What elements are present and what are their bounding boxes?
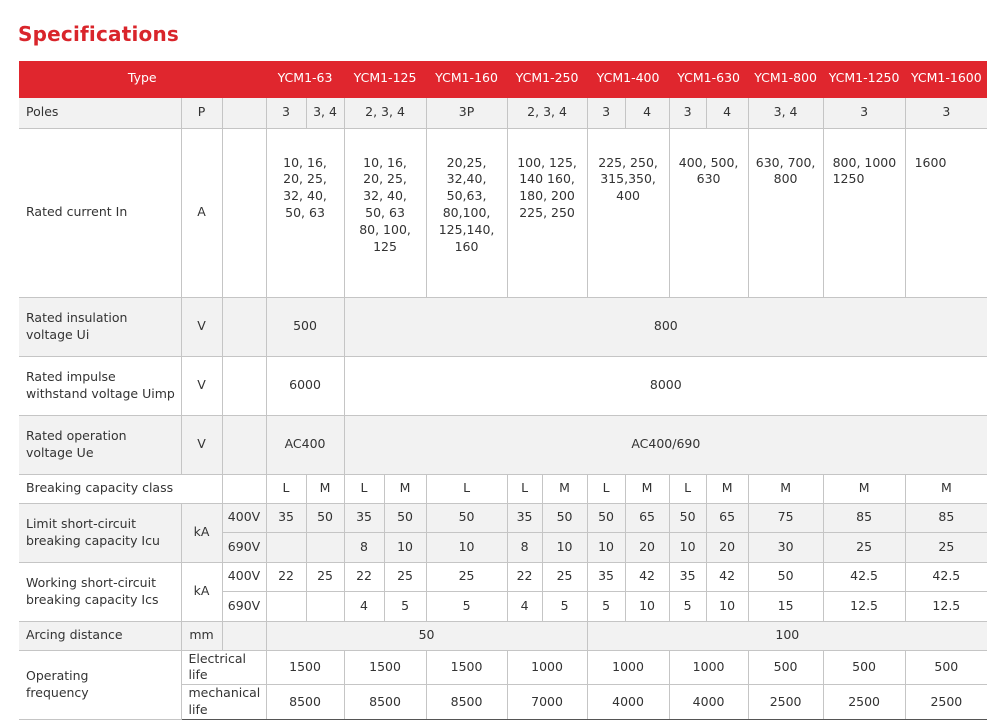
value-cell: 800, 1000 1250 [823,128,905,297]
value-cell: 20,25, 32,40, 50,63, 80,100, 125,140, 160 [426,128,507,297]
value-cell: 3P [426,97,507,128]
value-cell: 25 [306,562,344,591]
value-cell: L [266,474,306,503]
value-cell: 1500 [426,650,507,685]
voltage-cell: 690V [222,532,266,562]
sublabel-cell: Electrical life [181,650,266,685]
value-cell: 225, 250, 315,350, 400 [587,128,669,297]
value-cell: 2500 [823,685,905,720]
value-cell: 4 [706,97,748,128]
unit-cell: P [181,97,222,128]
value-cell: 1000 [507,650,587,685]
value-cell: L [587,474,625,503]
value-cell: 630, 700, 800 [748,128,823,297]
value-cell: 1000 [587,650,669,685]
value-cell: 22 [344,562,384,591]
value-cell: 3 [669,97,706,128]
value-cell: 1000 [669,650,748,685]
value-cell: 50 [306,503,344,532]
value-cell: 20 [625,532,669,562]
value-cell: M [823,474,905,503]
value-cell: 8 [507,532,542,562]
value-cell: 12.5 [905,591,987,621]
value-cell: 15 [748,591,823,621]
value-cell: 22 [266,562,306,591]
value-cell: 22 [507,562,542,591]
value-cell: 85 [823,503,905,532]
ics-400v-row [19,562,987,591]
voltage-cell: 400V [222,503,266,532]
value-cell: 5 [587,591,625,621]
value-cell: 25 [384,562,426,591]
spacer-cell [222,356,266,415]
electrical-life-row [19,650,987,685]
unit-cell: A [181,128,222,297]
value-cell: 2, 3, 4 [344,97,426,128]
value-cell: M [748,474,823,503]
value-cell: 85 [905,503,987,532]
value-cell: M [905,474,987,503]
value-cell: 100 [587,621,987,650]
impulse-voltage-row [19,356,987,415]
value-cell: 3 [823,97,905,128]
unit-cell: mm [181,621,222,650]
model-header: YCM1-160 [426,61,507,97]
value-cell: 25 [426,562,507,591]
row-label: Breaking capacity class [19,474,222,503]
value-cell: 10 [669,532,706,562]
value-cell: 25 [905,532,987,562]
header-row [19,61,987,97]
value-cell [266,591,306,621]
value-cell: 5 [426,591,507,621]
value-cell: 12.5 [823,591,905,621]
value-cell: 8500 [266,685,344,720]
value-cell: 500 [266,297,344,356]
arcing-row [19,621,987,650]
value-cell: 7000 [507,685,587,720]
model-header: YCM1-800 [748,61,823,97]
value-cell: 8500 [426,685,507,720]
model-header: YCM1-125 [344,61,426,97]
row-label: Operating frequency [19,650,181,720]
value-cell: 35 [344,503,384,532]
value-cell: 3 [905,97,987,128]
value-cell: 8500 [344,685,426,720]
value-cell: 1600 [905,128,987,297]
value-cell [306,532,344,562]
value-cell: 5 [542,591,587,621]
value-cell: 42 [706,562,748,591]
value-cell: 42.5 [823,562,905,591]
value-cell: 1500 [266,650,344,685]
value-cell: 35 [266,503,306,532]
model-header: YCM1-630 [669,61,748,97]
sublabel-cell: mechanical life [181,685,266,720]
value-cell: 8000 [344,356,987,415]
unit-cell: V [181,356,222,415]
icu-400v-row [19,503,987,532]
value-cell: 50 [384,503,426,532]
breaking-class-row [19,474,987,503]
row-label: Arcing distance [19,621,181,650]
value-cell [306,591,344,621]
row-label: Poles [19,97,181,128]
value-cell: 42 [625,562,669,591]
value-cell: 4000 [587,685,669,720]
value-cell: 50 [426,503,507,532]
operation-voltage-row [19,415,987,474]
spacer-cell [222,128,266,297]
value-cell: 42.5 [905,562,987,591]
value-cell: 30 [748,532,823,562]
value-cell: 6000 [266,356,344,415]
value-cell: 50 [266,621,587,650]
row-label: Working short-circuit breaking capacity Ics [19,562,181,621]
unit-cell: kA [181,562,222,621]
row-label: Limit short-circuit breaking capacity Icu [19,503,181,562]
value-cell: 50 [748,562,823,591]
value-cell: 10 [384,532,426,562]
row-label: Rated insulation voltage Ui [19,297,181,356]
spacer-cell [222,621,266,650]
spacer-cell [222,297,266,356]
value-cell: 100, 125, 140 160, 180, 200 225, 250 [507,128,587,297]
model-header: YCM1-1600 [905,61,987,97]
spacer-cell [222,415,266,474]
model-header: YCM1-400 [587,61,669,97]
value-cell: 35 [669,562,706,591]
poles-row [19,97,987,128]
value-cell: 10 [706,591,748,621]
value-cell: M [384,474,426,503]
value-cell: L [507,474,542,503]
value-cell: 75 [748,503,823,532]
value-cell: 10, 16, 20, 25, 32, 40, 50, 63 [266,128,344,297]
value-cell: 4 [344,591,384,621]
value-cell: 20 [706,532,748,562]
value-cell: M [706,474,748,503]
value-cell: 5 [669,591,706,621]
type-header: Type [19,61,266,97]
value-cell: 3 [266,97,306,128]
value-cell: 400, 500, 630 [669,128,748,297]
value-cell: L [344,474,384,503]
value-cell: M [625,474,669,503]
value-cell: 3, 4 [748,97,823,128]
voltage-cell: 690V [222,591,266,621]
unit-cell: V [181,415,222,474]
value-cell: 4 [625,97,669,128]
value-cell: 2500 [748,685,823,720]
value-cell: 10 [587,532,625,562]
value-cell: 50 [587,503,625,532]
value-cell: 2500 [905,685,987,720]
spacer-cell [222,474,266,503]
row-label: Rated impulse withstand voltage Uimp [19,356,181,415]
page-title: Specifications [18,22,180,46]
row-label: Rated operation voltage Ue [19,415,181,474]
specifications-table [19,61,987,720]
value-cell: 25 [823,532,905,562]
value-cell: 8 [344,532,384,562]
value-cell: 5 [384,591,426,621]
value-cell: 500 [905,650,987,685]
value-cell: 500 [748,650,823,685]
value-cell: M [306,474,344,503]
model-header: YCM1-1250 [823,61,905,97]
value-cell: 35 [507,503,542,532]
value-cell: 50 [669,503,706,532]
value-cell: 500 [823,650,905,685]
unit-cell: V [181,297,222,356]
value-cell: 4 [507,591,542,621]
value-cell: L [426,474,507,503]
value-cell: 3 [587,97,625,128]
value-cell: 35 [587,562,625,591]
value-cell: 65 [706,503,748,532]
model-header: YCM1-63 [266,61,344,97]
value-cell: M [542,474,587,503]
spacer-cell [222,97,266,128]
value-cell: AC400 [266,415,344,474]
value-cell: 3, 4 [306,97,344,128]
value-cell: 10, 16, 20, 25, 32, 40, 50, 63 80, 100, 125 [344,128,426,297]
value-cell: L [669,474,706,503]
value-cell: 10 [625,591,669,621]
value-cell: 10 [426,532,507,562]
value-cell [266,532,306,562]
unit-cell: kA [181,503,222,562]
value-cell: AC400/690 [344,415,987,474]
value-cell: 65 [625,503,669,532]
model-header: YCM1-250 [507,61,587,97]
rated-current-row [19,128,987,297]
value-cell: 50 [542,503,587,532]
value-cell: 25 [542,562,587,591]
voltage-cell: 400V [222,562,266,591]
value-cell: 2, 3, 4 [507,97,587,128]
value-cell: 1500 [344,650,426,685]
value-cell: 10 [542,532,587,562]
row-label: Rated current In [19,128,181,297]
value-cell: 800 [344,297,987,356]
insulation-voltage-row [19,297,987,356]
value-cell: 4000 [669,685,748,720]
